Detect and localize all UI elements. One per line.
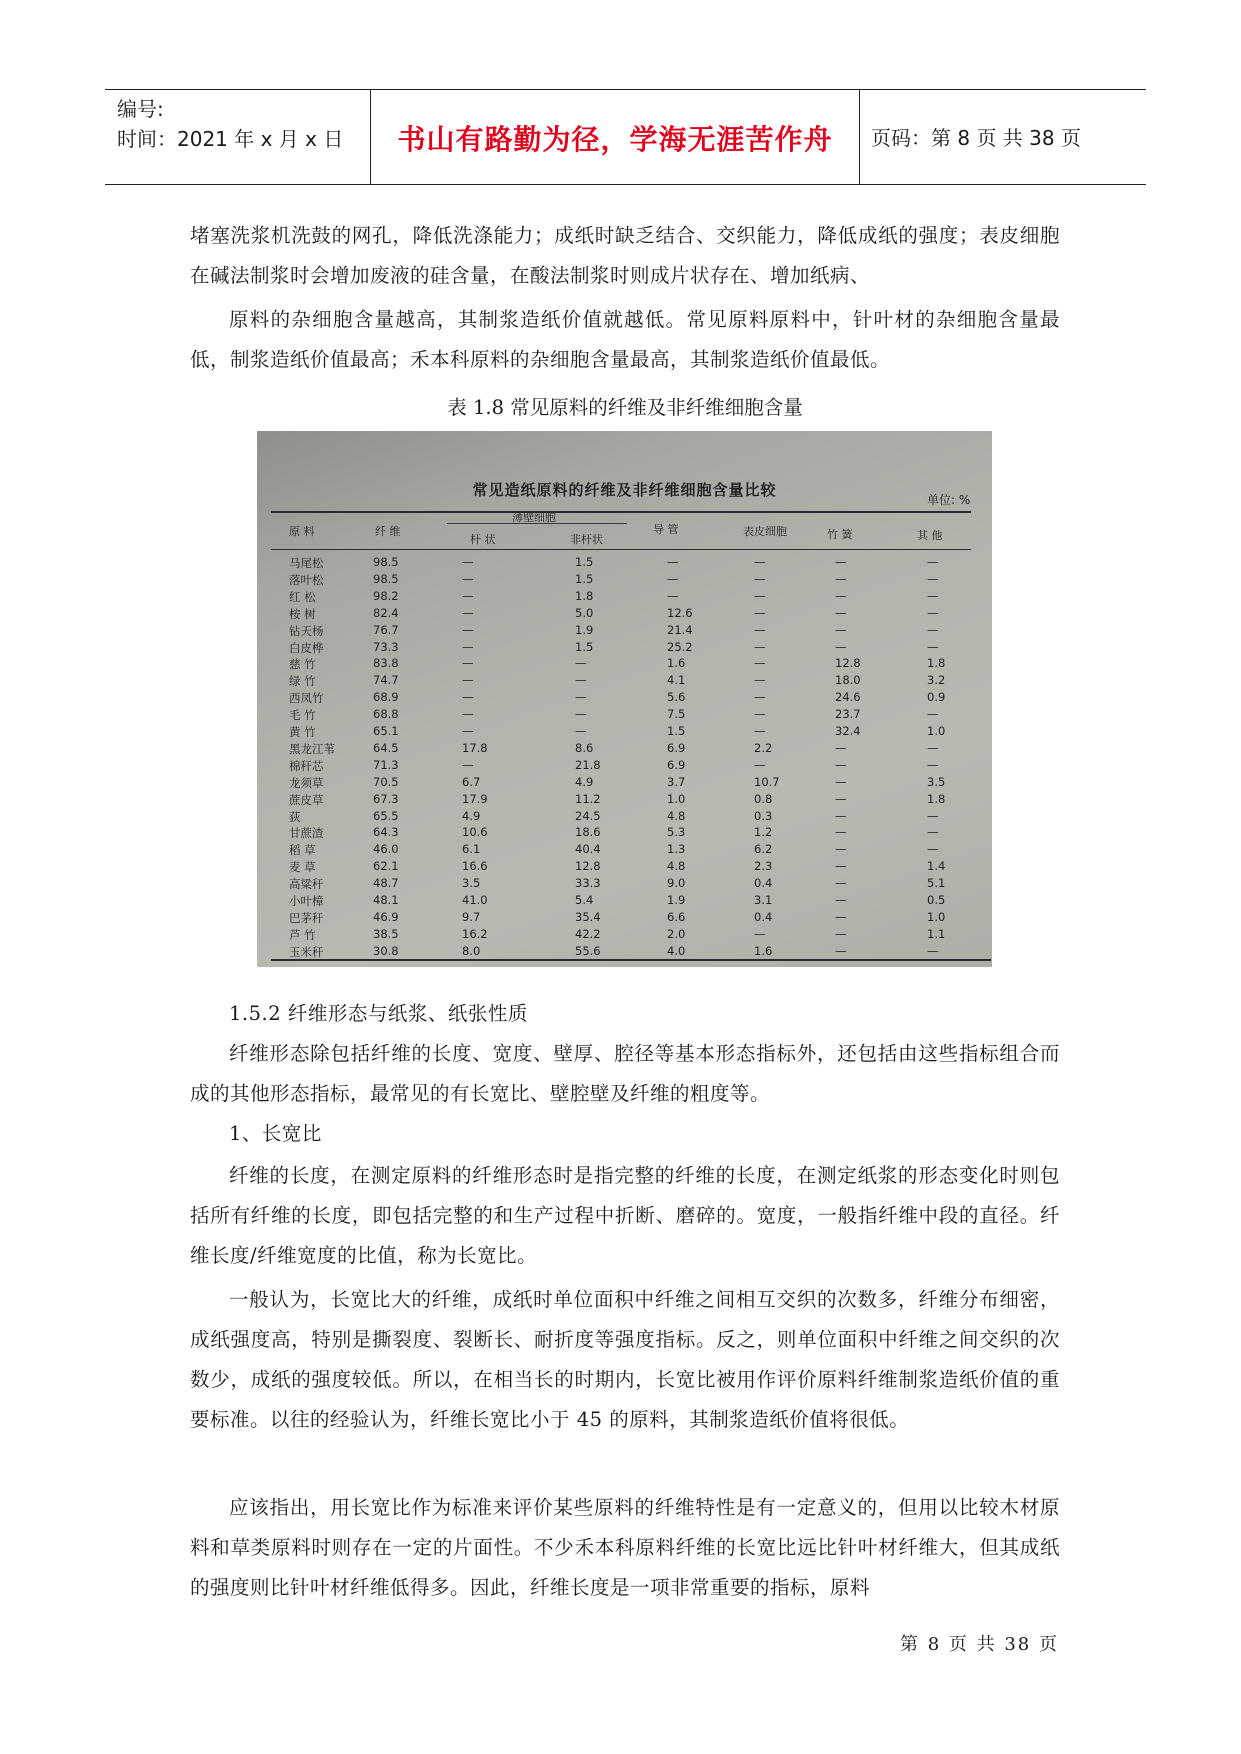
table-cell: — (927, 943, 939, 958)
table-cell: 98.5 (373, 571, 399, 586)
table-cell: — (754, 656, 766, 671)
col-material: 原 料 (289, 525, 315, 538)
table-cell: 4.8 (667, 808, 686, 823)
table-cell-material: 甘蔗渣 (289, 826, 324, 841)
table-cell: 1.9 (575, 622, 594, 637)
table-cell: — (927, 555, 939, 569)
table-cell: 65.1 (373, 724, 399, 738)
header-meta (117, 94, 343, 154)
table-cell: 1.0 (927, 909, 946, 924)
table-cell: 5.6 (667, 690, 686, 705)
table-cell: 0.5 (927, 893, 946, 907)
table-cell: — (835, 639, 847, 654)
table-cell: — (835, 571, 847, 586)
table-cell: 5.4 (575, 893, 594, 907)
table-cell: 6.9 (667, 740, 686, 755)
table-cell: 55.6 (575, 943, 601, 958)
table-cell: 1.9 (667, 893, 686, 907)
table-cell: — (754, 555, 766, 569)
table-cell: 16.6 (462, 859, 488, 874)
table-cell: 3.5 (927, 774, 946, 789)
table-cell: 2.2 (754, 740, 773, 755)
table-cell: 82.4 (373, 605, 399, 620)
table-cell: 1.3 (667, 842, 686, 857)
table-cell: — (754, 673, 766, 688)
table-cell: 17.9 (462, 791, 488, 806)
table-cell: 64.3 (373, 825, 399, 840)
table-cell: 74.7 (373, 673, 399, 688)
table-cell: 42.2 (575, 926, 601, 941)
table-cell: — (927, 622, 939, 637)
table-cell: 10.6 (462, 825, 488, 840)
col-rod: 杆 状 (470, 533, 496, 546)
table-cell: 0.8 (754, 791, 773, 806)
table-cell: — (835, 926, 847, 941)
table-cell: 9.0 (667, 876, 686, 891)
page-footer: 第 8 页 共 38 页 (900, 1634, 1059, 1655)
table-cell: — (835, 588, 847, 603)
table-cell: 76.7 (373, 622, 399, 637)
table-cell-material: 黑龙江苇 (289, 741, 335, 756)
table-cell: — (462, 673, 474, 688)
table-cell: 2.0 (667, 926, 686, 941)
table-cell: — (667, 571, 679, 586)
table-cell: — (462, 622, 474, 637)
table-caption: 表 1.8 常见原料的纤维及非纤维细胞含量 (447, 396, 803, 419)
table-cell: — (835, 622, 847, 637)
table-cell: 6.6 (667, 909, 686, 924)
table-cell: 1.4 (927, 859, 946, 874)
table-cell-material: 西凤竹 (289, 691, 324, 706)
table-cell: — (754, 926, 766, 941)
table-cell: — (462, 571, 474, 586)
table-cell: 1.5 (667, 724, 686, 738)
table-cell: 7.5 (667, 707, 686, 722)
table-cell-material: 稻 草 (289, 843, 316, 858)
table-cell: — (835, 893, 847, 907)
table-cell: — (835, 909, 847, 924)
table-cell: 5.1 (927, 876, 946, 891)
table-cell: 3.2 (927, 673, 946, 688)
table-cell: 23.7 (835, 707, 861, 722)
number-label: 编号: (117, 97, 164, 121)
table-cell: 4.1 (667, 673, 686, 688)
table-cell: 10.7 (754, 774, 780, 789)
table-cell: 70.5 (373, 774, 399, 789)
table-cell: — (835, 774, 847, 789)
table-cell: 24.5 (575, 808, 601, 823)
paragraph-5: 一般认为，长宽比大的纤维，成纸时单位面积中纤维之间相互交织的次数多，纤维分布细密，成纸强度高，特别是撕裂度、裂断长、耐折度等强度指标。反之，则单位面积中纤维之间交织的次数少，成纸的强度较低。所以，在相当长的时期内，长宽比被用作评价原料纤维制浆造纸价值的重要标准。以往的经验认为，纤维长宽比小于 45 的原料，其制浆造纸价值将很低。 (190, 1288, 1060, 1431)
table-cell-material: 桉 树 (289, 606, 316, 621)
table-cell: — (754, 724, 766, 738)
table-cell: — (462, 656, 474, 671)
table-cell: — (835, 808, 847, 823)
table-cell-material: 黄 竹 (289, 725, 316, 739)
table-cell: 24.6 (835, 690, 861, 705)
table-cell: — (462, 707, 474, 722)
table-cell: 8.6 (575, 740, 594, 755)
table-cell: — (754, 571, 766, 586)
table-cell: — (927, 740, 939, 755)
paragraph-3: 纤维形态除包括纤维的长度、宽度、壁厚、腔径等基本形态指标外，还包括由这些指标组合而成的其他形态指标，最常见的有长宽比、壁腔壁及纤维的粗度等。 (190, 1042, 1060, 1105)
table-cell: 8.0 (462, 943, 481, 958)
table-cell: — (462, 757, 474, 772)
table-cell-material: 麦 草 (289, 860, 316, 875)
table-cell: 12.6 (667, 605, 693, 620)
table-cell: — (927, 808, 939, 823)
page-header (105, 89, 1146, 185)
table-cell: — (754, 605, 766, 620)
table-cell: — (754, 622, 766, 637)
table-cell: 3.5 (462, 876, 481, 891)
table-unit: 单位: % (927, 493, 971, 507)
table-cell-material: 落叶松 (289, 572, 324, 587)
table-cell: 5.0 (575, 605, 594, 620)
table-cell: — (835, 740, 847, 755)
table-cell: 3.7 (667, 774, 686, 789)
col-nonrod: 非杆状 (570, 533, 603, 546)
table-cell: — (575, 724, 587, 738)
table-cell-material: 毛 竹 (289, 708, 316, 723)
table-cell: 83.8 (373, 656, 399, 671)
table-cell-material: 玉米秆 (289, 944, 324, 959)
table-cell: — (835, 859, 847, 874)
table-cell: 40.4 (575, 842, 601, 857)
table-cell: — (462, 588, 474, 603)
table-cell-material: 马尾松 (289, 556, 324, 570)
table-cell: 6.2 (754, 842, 773, 857)
table-cell: 25.2 (667, 639, 693, 654)
table-cell: 1.1 (927, 926, 946, 941)
col-bamboo: 竹 簧 (827, 528, 853, 541)
table-cell: — (927, 757, 939, 772)
table-cell: — (462, 724, 474, 738)
table-cell: 6.9 (667, 757, 686, 772)
col-other: 其 他 (917, 529, 943, 542)
table-cell: 6.1 (462, 842, 481, 857)
table-cell: 0.3 (754, 808, 773, 823)
table-cell: — (462, 555, 474, 569)
table-cell: 0.9 (927, 690, 946, 705)
table-cell: 1.8 (927, 656, 946, 671)
table-title: 常见造纸原料的纤维及非纤维细胞含量比较 (472, 481, 777, 499)
table-cell: 12.8 (575, 859, 601, 874)
section-heading: 1.5.2 纤维形态与纸浆、纸张性质 (229, 1002, 528, 1025)
table-cell: 67.3 (373, 791, 399, 806)
table-cell: 64.5 (373, 740, 399, 755)
col-fiber: 纤 维 (375, 525, 401, 538)
table-cell: 30.8 (373, 943, 399, 958)
table-cell: 17.8 (462, 740, 488, 755)
table-bottom-rule (271, 959, 991, 961)
table-cell: — (462, 690, 474, 705)
table-cell: — (835, 876, 847, 891)
table-cell: — (835, 555, 847, 569)
table-cell: 1.2 (754, 825, 773, 840)
table-cell: — (575, 707, 587, 722)
table-cell: — (835, 943, 847, 958)
table-cell: — (754, 707, 766, 722)
table-cell: — (927, 825, 939, 840)
paragraph-2: 原料的杂细胞含量越高，其制浆造纸价值就越低。常见原料原料中，针叶材的杂细胞含量最低，制浆造纸价值最高；禾本科原料的杂细胞含量最高，其制浆造纸价值最低。 (190, 308, 1060, 371)
table-cell: 21.8 (575, 757, 601, 772)
table-cell-material: 荻 (289, 809, 301, 824)
table-cell: 1.8 (927, 791, 946, 806)
table-cell: 9.7 (462, 909, 481, 924)
table-cell: 11.2 (575, 791, 601, 806)
table-cell: — (927, 588, 939, 603)
table-cell: — (754, 690, 766, 705)
time-label: 时间：2021 年 x 月 x 日 (117, 127, 344, 151)
table-cell: — (575, 673, 587, 688)
table-cell: 1.0 (667, 791, 686, 806)
table-cell-material: 绿 竹 (289, 674, 316, 689)
table-cell: 1.5 (575, 555, 594, 569)
table-cell-material: 龙须草 (289, 775, 324, 790)
table-cell: 46.0 (373, 842, 399, 857)
table-cell: — (754, 639, 766, 654)
table-cell: — (667, 588, 679, 603)
table-cell: — (667, 555, 679, 569)
table-top-rule (271, 511, 971, 513)
table-cell: — (575, 690, 587, 705)
paragraph-6: 应该指出，用长宽比作为标准来评价某些原料的纤维特性是有一定意义的，但用以比较木材原料和草类原料时则存在一定的片面性。不少禾本科原料纤维的长宽比远比针叶材纤维大，但其成纸的强度则比针叶材纤维低得多。因此，纤维长度是一项非常重要的指标，原料 (190, 1496, 1060, 1599)
table-cell: — (927, 639, 939, 654)
paragraph-1: 堵塞洗浆机洗鼓的网孔，降低洗涤能力；成纸时缺乏结合、交织能力，降低成纸的强度；表皮细胞在碱法制浆时会增加废液的硅含量，在酸法制浆时则成片状存在、增加纸病、 (190, 224, 1060, 287)
table-cell-material: 白皮桦 (289, 640, 324, 655)
table-cell: 32.4 (835, 724, 861, 738)
table-cell: 62.1 (373, 859, 399, 874)
table-cell: 35.4 (575, 909, 601, 924)
table-cell: 21.4 (667, 622, 693, 637)
table-cell-material: 蔗皮草 (289, 792, 324, 807)
table-cell: — (835, 605, 847, 620)
table-cell-material: 红 松 (289, 589, 316, 604)
table-cell: 5.3 (667, 825, 686, 840)
header-page-info: 页码：第 8 页 共 38 页 (871, 126, 1081, 150)
table-cell-material: 巴茅秆 (289, 910, 324, 925)
table-cell: — (927, 605, 939, 620)
table-cell: 68.9 (373, 690, 399, 705)
table-cell: 46.9 (373, 909, 399, 924)
table-cell: 6.7 (462, 774, 481, 789)
table-cell: 68.8 (373, 707, 399, 722)
table-cell: — (835, 842, 847, 857)
table-cell: 1.8 (575, 588, 594, 603)
table-cell: 65.5 (373, 808, 399, 823)
col-epidermis: 表皮细胞 (743, 525, 787, 538)
table-cell: — (927, 571, 939, 586)
table-cell: 41.0 (462, 893, 488, 907)
table-photo (257, 431, 992, 967)
table-cell-material: 慈 竹 (289, 657, 316, 672)
table-cell: — (462, 639, 474, 654)
table-cell-material: 棉秆芯 (289, 758, 324, 773)
table-cell: 1.6 (667, 656, 686, 671)
header-motto: 书山有路勤为径，学海无涯苦作舟 (397, 123, 833, 156)
table-cell: 16.2 (462, 926, 488, 941)
table-cell: 1.0 (927, 724, 946, 738)
table-cell: 33.3 (575, 876, 601, 891)
table-cell: 1.5 (575, 639, 594, 654)
table-cell: 73.3 (373, 639, 399, 654)
table-cell: 18.0 (835, 673, 861, 688)
table-header-rule (271, 549, 971, 550)
table-cell: — (754, 757, 766, 772)
table-cell: 1.5 (575, 571, 594, 586)
paragraph-4: 纤维的长度，在测定原料的纤维形态时是指完整的纤维的长度，在测定纸浆的形态变化时则包括所有纤维的长度，即包括完整的和生产过程中折断、磨碎的。宽度，一般指纤维中段的直径。纤维长度/纤维宽度的比值，称为长宽比。 (190, 1164, 1060, 1267)
table-cell: 4.8 (667, 859, 686, 874)
table-cell-material: 高粱秆 (289, 877, 324, 892)
table-cell: 48.7 (373, 876, 399, 891)
col-vessel: 导 管 (653, 523, 679, 536)
table-cell: — (575, 656, 587, 671)
table-cell: 3.1 (754, 893, 773, 907)
table-cell: 4.0 (667, 943, 686, 958)
table-cell: — (927, 842, 939, 857)
table-cell: 0.4 (754, 876, 773, 891)
table-cell: — (835, 791, 847, 806)
col-parenchyma: 薄壁细胞 (512, 511, 556, 524)
table-cell: 2.3 (754, 859, 773, 874)
table-cell: 98.5 (373, 555, 399, 569)
table-cell: — (835, 825, 847, 840)
table-cell: 1.6 (754, 943, 773, 958)
table-cell: 48.1 (373, 893, 399, 907)
table-cell: — (462, 605, 474, 620)
table-cell: 98.2 (373, 588, 399, 603)
table-cell: 71.3 (373, 757, 399, 772)
table-cell: — (754, 588, 766, 603)
table-cell: — (927, 707, 939, 722)
table-cell-material: 小叶樟 (289, 894, 324, 908)
table-cell: 0.4 (754, 909, 773, 924)
table-cell: 12.8 (835, 656, 861, 671)
table-cell: — (835, 757, 847, 772)
table-cell: 18.6 (575, 825, 601, 840)
table-cell-material: 芦 竹 (289, 927, 316, 942)
subheading-aspect-ratio: 1、长宽比 (229, 1122, 322, 1145)
header-divider (859, 90, 860, 184)
table-cell: 4.9 (575, 774, 594, 789)
table-cell-material: 钻天杨 (289, 623, 324, 638)
table-cell: 4.9 (462, 808, 481, 823)
table-cell: 38.5 (373, 926, 399, 941)
